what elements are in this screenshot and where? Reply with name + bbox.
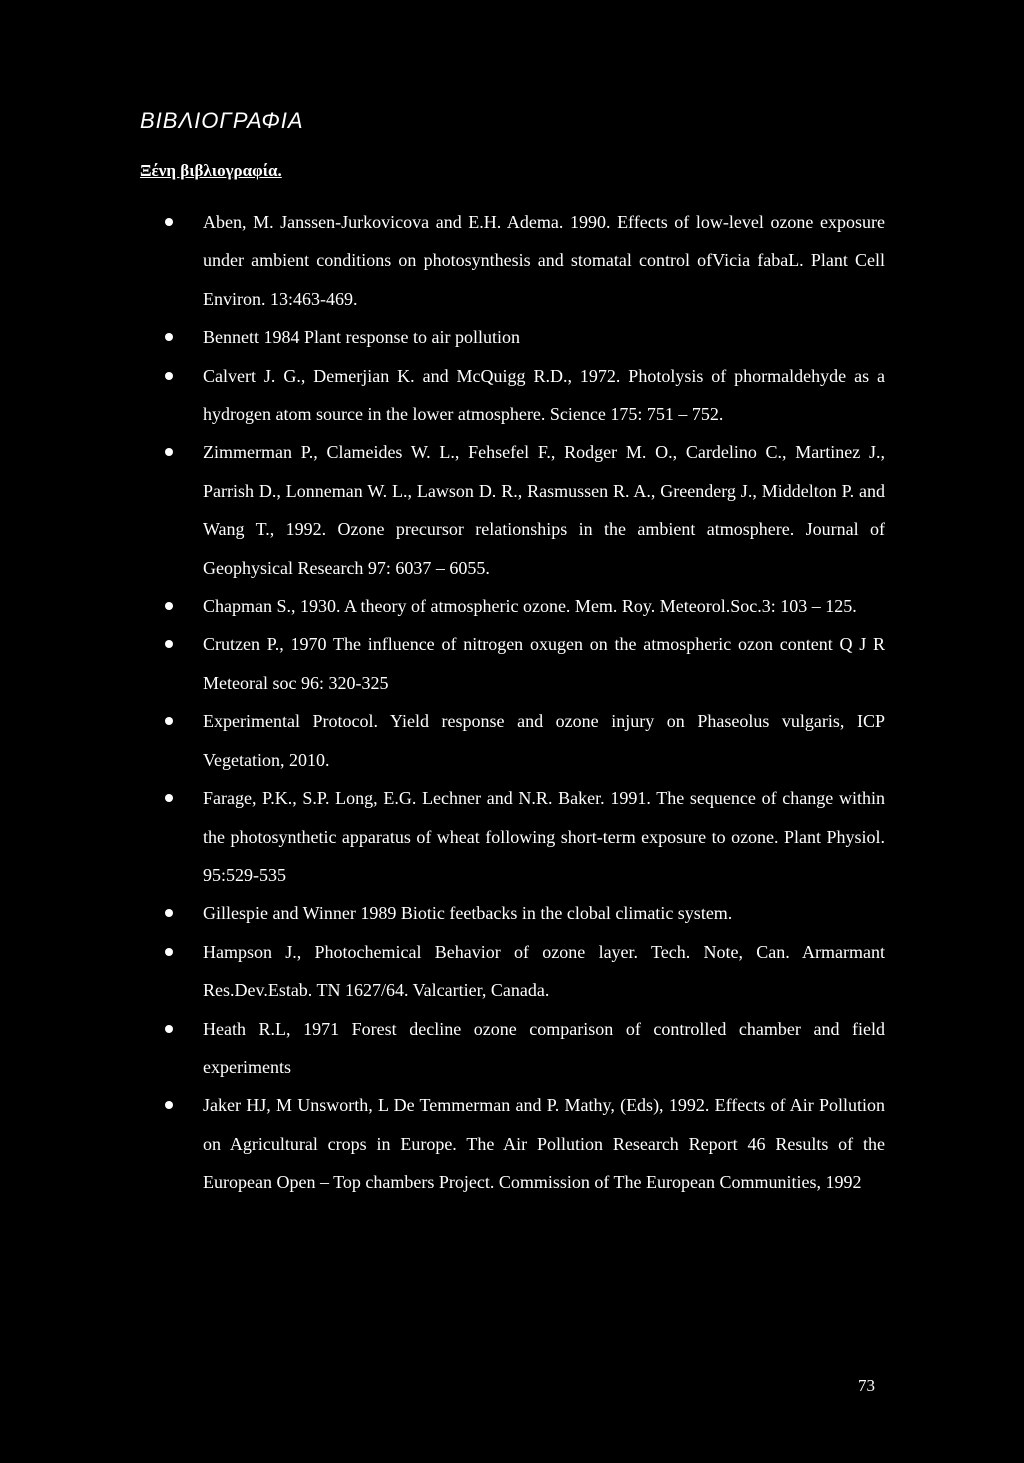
reference-item: Calvert J. G., Demerjian K. and McQuigg R.D., 1972. Photolysis of phormaldehyde as a hydrogen atom source in the lower atmosphere. Science 175: 751 – 752. — [165, 357, 885, 434]
reference-item: Bennett 1984 Plant response to air pollution — [165, 318, 885, 356]
reference-item: Zimmerman P., Clameides W. L., Fehsefel F., Rodger M. O., Cardelino C., Martinez J., Parrish D., Lonneman W. L., Lawson D. R., Rasmussen R. A., Greenderg J., Middelton P. and Wang T., 1992. Ozone precursor relationships in the ambient atmosphere. Journal of Geophysical Research 97: 6037 – 6055. — [165, 433, 885, 587]
reference-list — [165, 203, 885, 1202]
reference-item: Experimental Protocol. Yield response and ozone injury on Phaseolus vulgaris, ICP Vegetation, 2010. — [165, 702, 885, 779]
reference-item: Farage, P.K., S.P. Long, E.G. Lechner and N.R. Baker. 1991. The sequence of change within the photosynthetic apparatus of wheat following short-term exposure to ozone. Plant Physiol. 95:529-535 — [165, 779, 885, 894]
reference-item: Jaker HJ, M Unsworth, L De Temmerman and P. Mathy, (Eds), 1992. Effects of Air Pollution on Agricultural crops in Europe. The Air Pollution Research Report 46 Results of the European Open – Top chambers Project. Commission of The European Communities, 1992 — [165, 1086, 885, 1201]
page-heading: ΒΙΒΛΙΟΓΡΑΦΙΑ — [140, 108, 304, 133]
page-number: 73 — [858, 1376, 875, 1395]
reference-item: Chapman S., 1930. A theory of atmospheric ozone. Mem. Roy. Meteorol.Soc.3: 103 – 125. — [165, 587, 885, 625]
reference-item: Gillespie and Winner 1989 Biotic feetbacks in the clobal climatic system. — [165, 894, 885, 932]
reference-item: Hampson J., Photochemical Behavior of ozone layer. Tech. Note, Can. Armarmant Res.Dev.Estab. TN 1627/64. Valcartier, Canada. — [165, 933, 885, 1010]
reference-item: Aben, M. Janssen-Jurkovicova and E.H. Adema. 1990. Effects of low-level ozone exposure under ambient conditions on photosynthesis and stomatal control ofVicia fabaL. Plant Cell Environ. 13:463-469. — [165, 203, 885, 318]
reference-item: Crutzen P., 1970 The influence of nitrogen oxugen on the atmospheric ozon content Q J R Meteoral soc 96: 320-325 — [165, 625, 885, 702]
reference-item: Heath R.L, 1971 Forest decline ozone comparison of controlled chamber and field experiments — [165, 1010, 885, 1087]
section-subheading: Ξένη βιβλιογραφία. — [140, 161, 282, 180]
